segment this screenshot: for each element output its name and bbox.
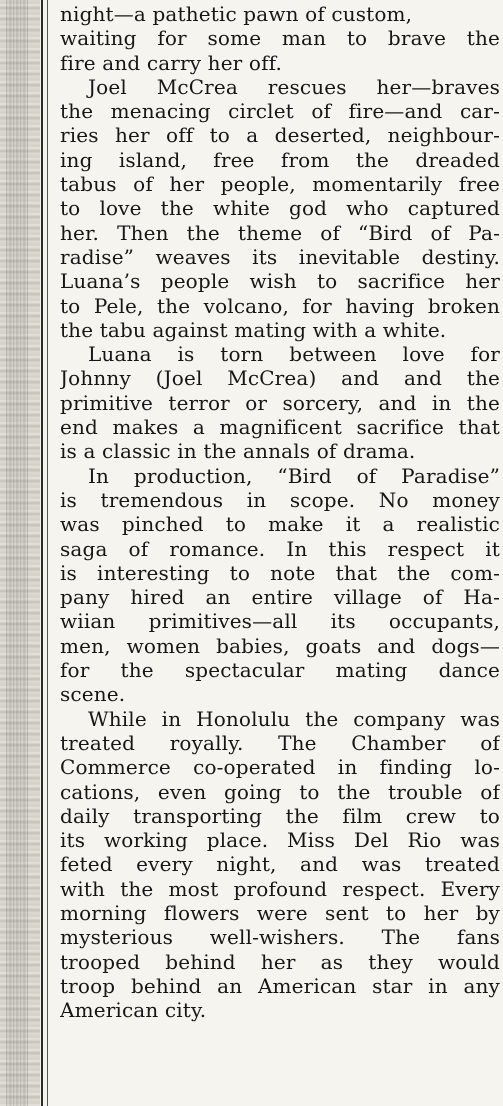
article-line: daily transporting the film crew to xyxy=(60,803,500,828)
article-line: feted every night, and was treated xyxy=(60,852,500,877)
adjacent-column-edge xyxy=(0,0,40,1106)
article-line: to love the white god who captured xyxy=(60,196,500,221)
article-line: is interesting to note that the com- xyxy=(60,560,500,585)
article-line: morning flowers were sent to her by xyxy=(60,900,500,925)
article-line: men, women babies, goats and dogs— xyxy=(60,633,500,658)
article-line: Johnny (Joel McCrea) and and the xyxy=(60,366,500,391)
article-line: is a classic in the annals of drama. xyxy=(60,439,416,464)
article-line: saga of romance. In this respect it xyxy=(60,536,500,561)
article-line: trooped behind her as they would xyxy=(60,949,500,974)
article-line: Luana’s people wish to sacrifice her xyxy=(60,269,500,294)
article-line: waiting for some man to brave the xyxy=(60,26,500,51)
article-line: mysterious well-wishers. The fans xyxy=(60,925,500,950)
article-line: pany hired an entire village of Ha- xyxy=(60,585,500,610)
article-line: the menacing circlet of fire—and car- xyxy=(60,99,500,124)
article-line: to Pele, the volcano, for having broken xyxy=(60,293,500,318)
article-line: fire and carry her off. xyxy=(60,50,282,75)
article-line: troop behind an American star in any xyxy=(60,973,500,998)
article-line: end makes a magnificent sacrifice that xyxy=(60,415,500,440)
article-line: ing island, free from the dreaded xyxy=(60,147,500,172)
article-line: night—a pathetic pawn of custom, xyxy=(60,2,413,26)
article-column xyxy=(60,2,500,1022)
article-line: primitive terror or sorcery, and in the xyxy=(60,390,500,415)
article-line: In production, “Bird of Paradise” xyxy=(88,463,500,488)
article-line: is tremendous in scope. No money xyxy=(60,487,500,512)
column-rule-inner xyxy=(47,0,48,1106)
article-line: its working place. Miss Del Rio was xyxy=(60,828,500,853)
article-line: with the most profound respect. Every xyxy=(60,876,500,901)
article-line: radise” weaves its inevitable destiny. xyxy=(60,244,500,269)
article-line: Commerce co-operated in finding lo- xyxy=(60,755,500,780)
article-line: for the spectacular mating dance xyxy=(60,658,500,683)
article-line: treated royally. The Chamber of xyxy=(60,730,500,755)
article-line: While in Honolulu the company was xyxy=(88,706,500,731)
article-line: the tabu against mating with a white. xyxy=(60,317,447,342)
article-line: American city. xyxy=(60,998,207,1023)
article-line: ries her off to a deserted, neighbour- xyxy=(60,123,500,148)
article-line: Luana is torn between love for xyxy=(88,342,500,367)
article-line: cations, even going to the trouble of xyxy=(60,779,500,804)
article-line: her. Then the theme of “Bird of Pa- xyxy=(60,220,500,245)
column-rule xyxy=(41,0,43,1106)
article-line: tabus of her people, momentarily free xyxy=(60,172,500,197)
article-line: was pinched to make it a realistic xyxy=(60,512,500,537)
article-line: scene. xyxy=(60,682,126,707)
article-line: wiian primitives—all its occupants, xyxy=(60,609,500,634)
article-line: Joel McCrea rescues her—braves xyxy=(88,74,500,99)
